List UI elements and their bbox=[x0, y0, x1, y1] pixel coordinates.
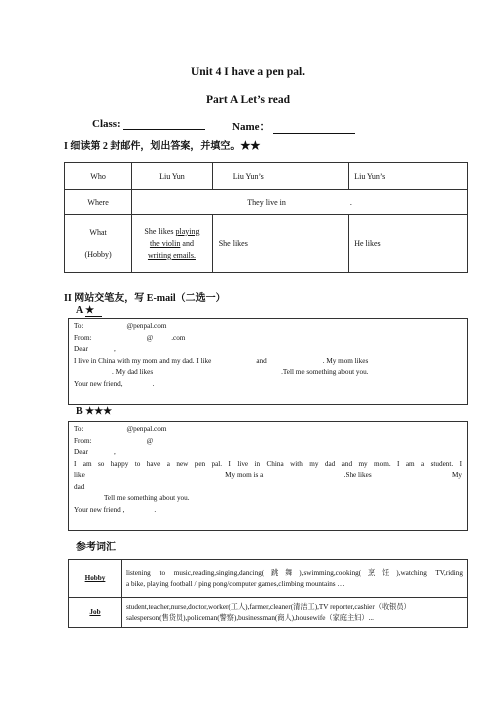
table-row-hobby bbox=[65, 215, 468, 273]
who-cell-2: Liu Yun’s bbox=[212, 163, 348, 190]
vocab-hobby-label bbox=[69, 560, 122, 598]
hobby-label bbox=[65, 215, 132, 273]
email-b-sign bbox=[74, 505, 462, 517]
vocab-job-line2: salesperson(售货员),policeman(警察),businessman(商人),housewife（家庭主妇）... bbox=[126, 613, 374, 622]
option-b-label bbox=[76, 406, 112, 417]
info-table bbox=[64, 162, 468, 273]
hobby-text-and: and bbox=[180, 238, 194, 248]
email-b-from-label: From: bbox=[74, 436, 92, 445]
vocab-row-hobby bbox=[69, 560, 468, 598]
email-b-line2-a: like bbox=[74, 471, 85, 479]
email-a-line2-b: .Tell me something about you. bbox=[281, 368, 369, 376]
email-b-from bbox=[74, 436, 462, 448]
option-b-stars: ★★★ bbox=[85, 406, 113, 417]
what-label: What bbox=[89, 227, 107, 237]
vocab-job-label-text: Job bbox=[89, 608, 101, 617]
email-b-line4: Tell me something about you. bbox=[104, 494, 190, 502]
email-a-sign bbox=[74, 379, 462, 391]
who-label: Who bbox=[65, 163, 132, 190]
table-row-who bbox=[65, 163, 468, 190]
option-b-letter: B bbox=[76, 406, 83, 417]
hobby-cell-1 bbox=[132, 215, 213, 273]
class-label: Class: bbox=[92, 118, 121, 130]
vocab-row-job bbox=[69, 598, 468, 628]
option-a-letter: A bbox=[76, 305, 83, 316]
email-a-line1 bbox=[74, 356, 462, 368]
vocab-hobby-words bbox=[122, 560, 468, 598]
hobby-underline-2: the violin bbox=[149, 238, 181, 248]
vocab-job-label bbox=[69, 598, 122, 628]
email-a-box bbox=[68, 318, 468, 405]
vocab-job-words bbox=[122, 598, 468, 628]
vocab-heading: 参考词汇 bbox=[76, 542, 116, 553]
table-row-where bbox=[65, 190, 468, 215]
where-period: . bbox=[349, 197, 352, 207]
section1-heading-text: I 细读第 2 封邮件，划出答案，并填空。 bbox=[64, 141, 241, 152]
email-b-line2-d: My bbox=[452, 471, 462, 479]
email-b-dear bbox=[74, 447, 462, 459]
hobby-cell-3: He likes bbox=[349, 215, 468, 273]
hobby-underline-3: writing emails. bbox=[147, 250, 196, 260]
name-field bbox=[232, 118, 355, 134]
email-b-line2 bbox=[74, 470, 462, 482]
email-a-from bbox=[74, 333, 462, 345]
hobby-underline-1: playing bbox=[175, 226, 200, 236]
option-a-label bbox=[76, 305, 102, 316]
email-b-line2-c: .She likes bbox=[343, 471, 372, 479]
vocab-table bbox=[68, 559, 468, 628]
email-b-to-domain: @penpal.com bbox=[126, 425, 167, 433]
section1-stars: ★★ bbox=[240, 141, 261, 152]
vocab-hobby-label-text: Hobby bbox=[84, 574, 106, 583]
vocab-hobby-line2: a bike, playing football / ping pong/computer games,climbing mountains … bbox=[126, 579, 345, 588]
class-field bbox=[92, 118, 205, 130]
email-b-to bbox=[74, 424, 462, 436]
email-b-dear-label: Dear bbox=[74, 448, 88, 456]
section2-heading: II 网站交笔友，写 E-mail（二选一） bbox=[64, 293, 226, 304]
where-text: They live in bbox=[247, 197, 286, 207]
class-blank[interactable] bbox=[123, 118, 205, 130]
email-a-line1-b: and bbox=[256, 356, 267, 365]
email-a-line1-a: I live in China with my mom and my dad. I like bbox=[74, 356, 212, 365]
email-a-to bbox=[74, 321, 462, 333]
email-b-box bbox=[68, 421, 468, 531]
email-a-line1-c: . My mom likes bbox=[322, 356, 369, 365]
email-a-to-label: To: bbox=[74, 322, 84, 330]
who-cell-1: Liu Yun bbox=[132, 163, 213, 190]
hobby-text-pre: She likes bbox=[144, 226, 176, 236]
email-b-from-at: @ bbox=[146, 436, 154, 445]
email-a-dear-comma: , bbox=[113, 345, 116, 353]
hobby-paren-label: (Hobby) bbox=[84, 249, 112, 259]
where-label: Where bbox=[65, 190, 132, 215]
vocab-job-line1: student,teacher,nurse,doctor,worker(工人),farmer,cleaner(清洁工),TV reporter,cashier（收银员） bbox=[126, 603, 411, 611]
email-b-dear-comma: , bbox=[113, 448, 116, 456]
worksheet-subtitle: Part A Let’s read bbox=[206, 94, 290, 106]
email-b-line2-b: My mom is a bbox=[225, 471, 264, 479]
email-a-dear-label: Dear bbox=[74, 345, 88, 353]
email-b-line3: dad bbox=[74, 482, 85, 491]
email-a-to-domain: @penpal.com bbox=[126, 322, 167, 330]
who-cell-3: Liu Yun’s bbox=[349, 163, 468, 190]
name-label: Name： bbox=[232, 121, 271, 133]
email-b-sign-period: . bbox=[154, 505, 157, 514]
email-b-sign-label: Your new friend , bbox=[74, 505, 125, 514]
email-a-from-at: @ bbox=[146, 333, 154, 342]
email-a-sign-period: . bbox=[152, 379, 155, 388]
email-a-from-domain: .com bbox=[171, 333, 186, 342]
worksheet-title: Unit 4 I have a pen pal. bbox=[190, 66, 306, 78]
hobby-cell-2: She likes bbox=[212, 215, 348, 273]
name-blank[interactable] bbox=[273, 122, 355, 134]
email-b-line1: I am so happy to have a new pen pal. I live in China with my dad and my mom. I am a student. I bbox=[74, 459, 462, 468]
email-a-line2 bbox=[74, 367, 462, 379]
email-a-from-label: From: bbox=[74, 333, 92, 342]
email-a-line2-a: . My dad likes bbox=[112, 368, 154, 376]
email-a-dear bbox=[74, 344, 462, 356]
vocab-hobby-line1: listening to music,reading,singing,dancing(跳舞),swimming,cooking(烹饪),watching TV,riding bbox=[126, 569, 463, 577]
email-b-to-label: To: bbox=[74, 425, 84, 433]
email-a-sign-label: Your new friend, bbox=[74, 379, 123, 388]
section1-heading bbox=[64, 137, 260, 152]
where-cell bbox=[132, 190, 468, 215]
option-a-stars: ★ bbox=[85, 305, 102, 317]
